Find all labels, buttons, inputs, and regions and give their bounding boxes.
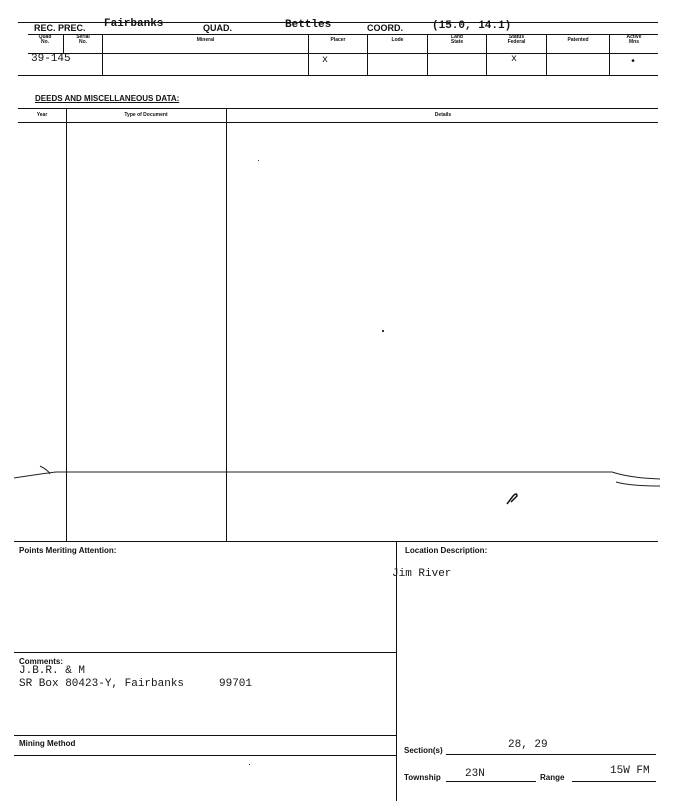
col-serial-no: Serial No. (76, 34, 90, 45)
quad-serial-value: 39-145 (31, 53, 71, 65)
col-divider (102, 34, 103, 75)
section-label: Section(s) (404, 746, 443, 755)
range-value: 15W FM (610, 765, 650, 777)
deeds-col-year: Year (36, 112, 48, 118)
section-value: 28, 29 (508, 739, 548, 751)
col-active-mns: Active Mns (626, 34, 642, 45)
location-label: Location Description: (405, 546, 488, 555)
col-divider (486, 34, 487, 75)
quad-label: QUAD. (203, 23, 232, 33)
deeds-col-type: Type of Document (124, 112, 168, 118)
active-mark: • (630, 57, 637, 68)
speck (258, 160, 259, 161)
rec-prec-label: REC. PREC. (34, 23, 86, 33)
deeds-col-details: Details (434, 112, 452, 118)
range-label: Range (540, 773, 565, 782)
placer-mark: x (322, 55, 329, 66)
range-underline (572, 781, 656, 782)
deeds-title: DEEDS AND MISCELLANEOUS DATA: (35, 94, 180, 103)
mining-method-label: Mining Method (19, 739, 76, 748)
points-label: Points Meriting Attention: (19, 546, 117, 555)
federal-mark: x (511, 54, 518, 65)
comments-zip: 99701 (219, 678, 253, 690)
col-status-federal: Status Federal (507, 34, 526, 45)
col-lode: Lode (391, 37, 404, 43)
location-value: Jim River (392, 568, 452, 580)
record-bottom-rule (18, 75, 658, 76)
col-mineral: Mineral (196, 37, 215, 43)
col-divider (427, 34, 428, 75)
speck (382, 330, 384, 332)
coord-label: COORD. (367, 23, 403, 33)
quad-value: Bettles (285, 19, 332, 31)
lower-center-divider (396, 541, 397, 801)
fold-line (0, 460, 678, 490)
col-patented: Patented (567, 37, 589, 43)
header-rule (28, 34, 658, 35)
lower-top-rule (14, 541, 658, 542)
comments-line1: J.B.R. & M (19, 665, 86, 677)
section-underline (446, 754, 656, 755)
subheader-rule (28, 53, 658, 54)
comments-top-rule (14, 652, 396, 653)
coord-value: (15.0, 14.1) (432, 20, 512, 32)
col-divider (609, 34, 610, 75)
col-quad-no: Quad No. (38, 34, 52, 45)
col-divider (63, 34, 64, 53)
rec-prec-value: Fairbanks (104, 18, 164, 30)
col-divider (367, 34, 368, 75)
col-divider (546, 34, 547, 75)
township-value: 23N (465, 768, 485, 780)
township-label: Township (404, 773, 441, 782)
township-underline (446, 781, 536, 782)
speck (249, 764, 250, 765)
ink-mark (505, 492, 521, 506)
col-land-state: Land State (450, 34, 464, 45)
comments-line2: SR Box 80423-Y, Fairbanks (19, 678, 185, 690)
mining-bottom-rule (14, 755, 396, 756)
col-placer: Placer (330, 37, 346, 43)
deeds-header-rule (18, 122, 658, 123)
comments-label: Comments: (19, 657, 64, 666)
col-divider (308, 34, 309, 75)
mining-top-rule (14, 735, 396, 736)
deeds-top-rule (18, 108, 658, 109)
